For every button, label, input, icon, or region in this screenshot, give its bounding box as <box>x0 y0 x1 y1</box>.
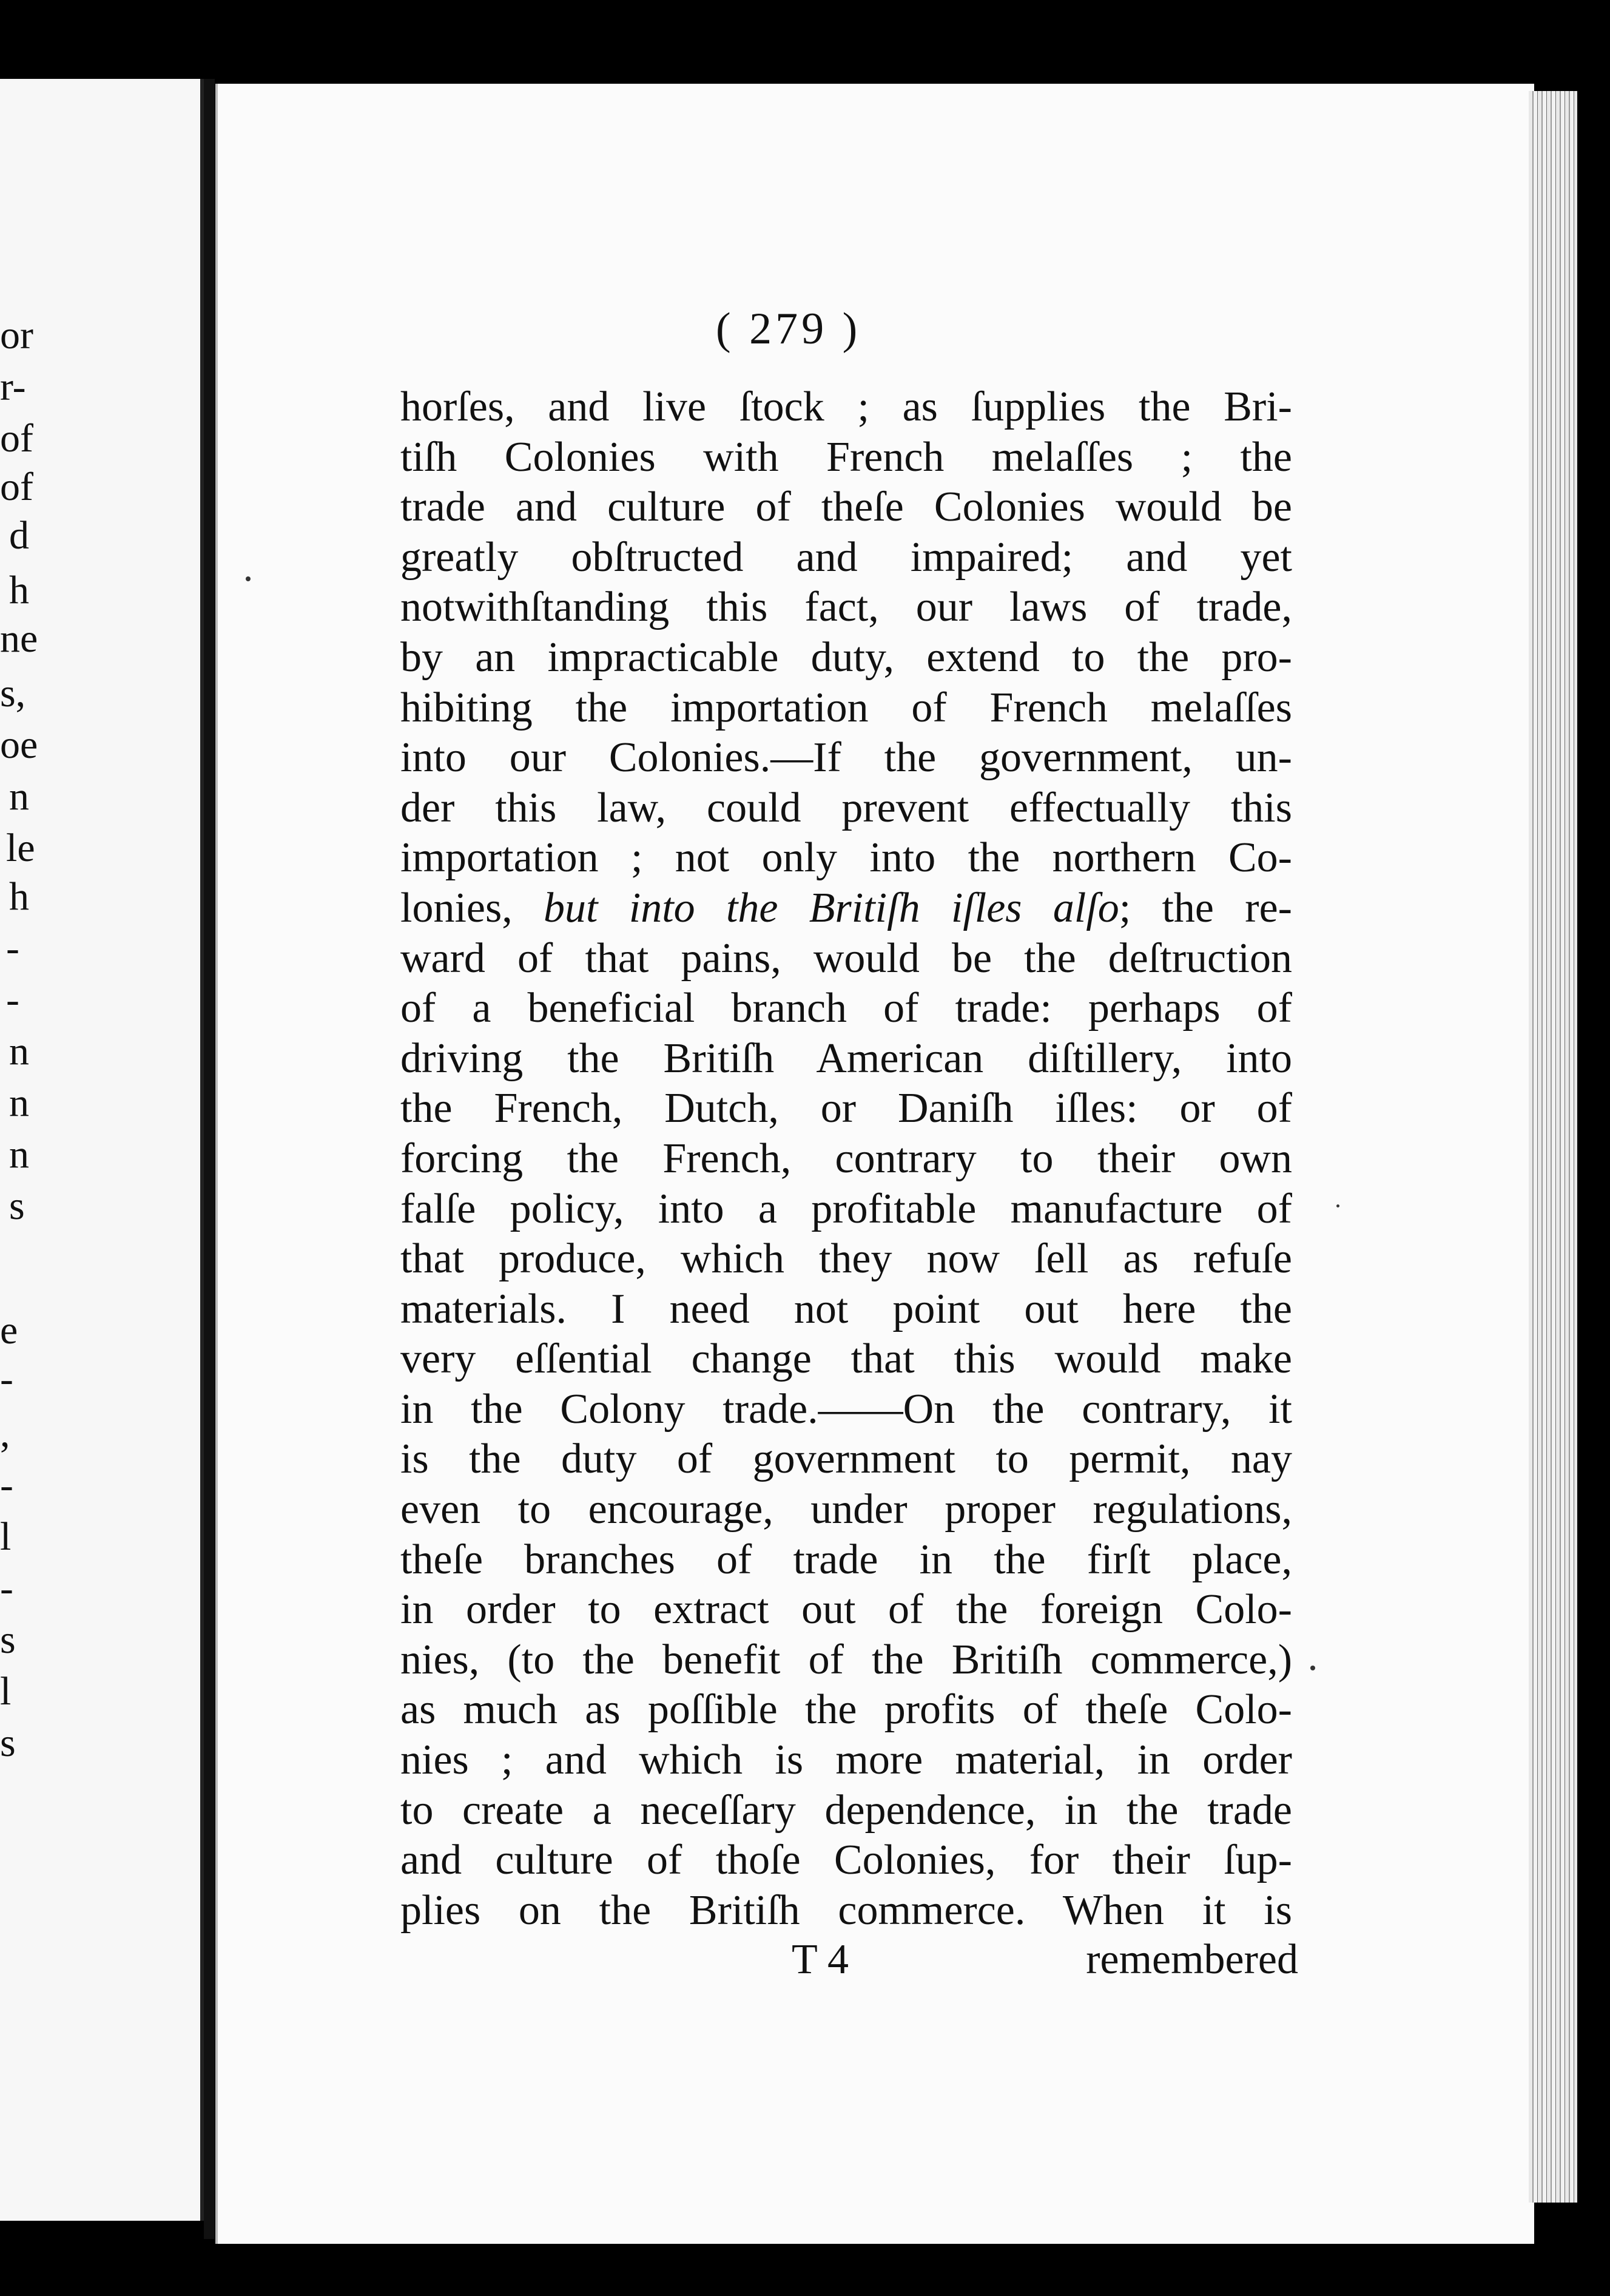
page-edges <box>1529 91 1577 2203</box>
text-span: greatly obſtructed and impaired; and yet <box>400 533 1292 581</box>
text-line <box>400 1285 1292 1335</box>
left-page-fragment: - <box>0 1463 13 1507</box>
text-line <box>400 1084 1292 1134</box>
text-span: ward of that pains, would be the deſtruction <box>400 934 1292 982</box>
text-span: as much as poſſible the profits of theſe Colo- <box>400 1686 1292 1734</box>
text-line <box>400 1886 1292 1936</box>
text-line <box>400 1735 1292 1786</box>
text-line <box>400 1334 1292 1385</box>
text-line <box>400 1134 1292 1184</box>
text-line <box>400 984 1292 1034</box>
text-span: plies on the Britiſh commerce. When it is <box>400 1886 1292 1934</box>
text-line <box>400 883 1292 934</box>
text-span: lonies, <box>400 884 544 931</box>
text-span: horſes, and live ſtock ; as ſupplies the Bri- <box>400 383 1292 430</box>
text-span: is the duty of government to permit, nay <box>400 1436 1292 1483</box>
text-span: to create a neceſſary dependence, in the trade <box>400 1786 1292 1834</box>
text-span: hibiting the importation of French melaſſes <box>400 684 1292 731</box>
text-line <box>400 1184 1292 1235</box>
book-gutter <box>204 79 215 2239</box>
text-span: trade and culture of theſe Colonies would be <box>400 484 1292 531</box>
left-page-fragment: r- <box>0 365 26 409</box>
text-line <box>400 1434 1292 1485</box>
text-span: the French, Dutch, or Daniſh iſles: or of <box>400 1085 1292 1132</box>
text-span: nies, (to the benefit of the Britiſh commerce,) <box>400 1636 1292 1683</box>
catchword: remembered <box>1086 1936 1298 1983</box>
text-line <box>400 934 1292 984</box>
text-span: that produce, which they now ſell as refuſe <box>400 1235 1292 1283</box>
text-line <box>400 1685 1292 1735</box>
left-page-fragment: e <box>0 1308 18 1352</box>
text-line <box>400 1385 1292 1435</box>
text-line <box>400 1234 1292 1285</box>
left-page-fragment: n <box>9 1029 29 1073</box>
text-line <box>400 833 1292 883</box>
text-span: der this law, could prevent effectually this <box>400 784 1292 831</box>
left-page-edge <box>0 79 204 2221</box>
text-line <box>400 1034 1292 1084</box>
left-page-fragment: oe <box>0 723 38 767</box>
speck <box>246 576 251 581</box>
left-page-fragment: s <box>0 1721 16 1765</box>
text-span: theſe branches of trade in the firſt place, <box>400 1536 1292 1583</box>
text-span: by an impracticable duty, extend to the pro- <box>400 633 1292 681</box>
text-line <box>400 633 1292 683</box>
left-page-fragment: n <box>9 774 29 819</box>
left-page-fragment: s, <box>0 671 26 715</box>
text-line <box>400 733 1292 783</box>
page-header: ( 279 ) <box>716 304 861 354</box>
text-line <box>400 1535 1292 1585</box>
left-page-fragment: n <box>9 1081 29 1125</box>
left-page-fragment: - <box>0 1566 13 1610</box>
page-footer <box>400 1936 1298 1990</box>
left-page-fragment: h <box>9 874 29 919</box>
left-page-fragment: of <box>0 465 33 509</box>
text-line <box>400 482 1292 533</box>
text-line <box>400 1635 1292 1686</box>
text-line <box>400 433 1292 483</box>
speck <box>1336 1204 1339 1207</box>
speck <box>1310 1666 1315 1670</box>
text-span: tiſh Colonies with French melaſſes ; the <box>400 433 1292 481</box>
left-page-fragment: h <box>9 568 29 612</box>
left-page-fragment: le <box>6 826 35 870</box>
text-line <box>400 533 1292 583</box>
left-page-fragment: d <box>9 513 29 558</box>
text-line <box>400 582 1292 633</box>
left-page-fragment: ne <box>0 616 38 661</box>
text-span: of a beneficial branch of trade: perhaps of <box>400 985 1292 1032</box>
left-page-fragment: or <box>0 313 33 357</box>
text-span: in the Colony trade.——On the contrary, it <box>400 1385 1292 1433</box>
text-span: nies ; and which is more material, in order <box>400 1737 1292 1784</box>
text-line <box>400 1585 1292 1635</box>
text-line <box>400 1786 1292 1836</box>
text-span: driving the Britiſh American diſtillery, into <box>400 1035 1292 1082</box>
text-span: falſe policy, into a profitable manufacture of <box>400 1185 1292 1232</box>
text-line <box>400 1835 1292 1886</box>
text-span: notwithſtanding this fact, our laws of trade, <box>400 584 1292 631</box>
left-page-fragment: - <box>0 1357 13 1401</box>
text-span: and culture of thoſe Colonies, for their ſup- <box>400 1837 1292 1884</box>
text-span: in order to extract out of the foreign Colo- <box>400 1586 1292 1633</box>
text-span: even to encourage, under proper regulations, <box>400 1486 1292 1533</box>
text-span: importation ; not only into the northern Co- <box>400 834 1292 882</box>
left-page-fragment: n <box>9 1132 29 1177</box>
text-span: very eſſential change that this would make <box>400 1335 1292 1383</box>
text-line <box>400 382 1292 433</box>
text-line <box>400 1485 1292 1535</box>
left-page-fragment: - <box>6 926 19 970</box>
text-line <box>400 683 1292 734</box>
text-span: into our Colonies.—If the government, un- <box>400 734 1292 782</box>
left-page-fragment: s <box>9 1184 25 1228</box>
left-page-fragment: of <box>0 416 33 461</box>
left-page-fragment: s <box>0 1618 16 1662</box>
italic-text: but into the Britiſh iſles alſo <box>544 884 1119 931</box>
left-page-fragment: l <box>0 1669 12 1714</box>
left-page-fragment: - <box>6 977 19 1022</box>
signature-mark: T 4 <box>792 1936 849 1983</box>
text-span: ; the re- <box>1119 884 1292 931</box>
left-page-fragment: , <box>0 1411 10 1456</box>
text-span: forcing the French, contrary to their own <box>400 1135 1292 1182</box>
text-line <box>400 783 1292 834</box>
left-page-fragment: l <box>0 1514 12 1559</box>
left-page-text-fragments <box>0 79 200 2221</box>
text-span: materials. I need not point out here the <box>400 1285 1292 1332</box>
body-text <box>400 382 1292 1936</box>
